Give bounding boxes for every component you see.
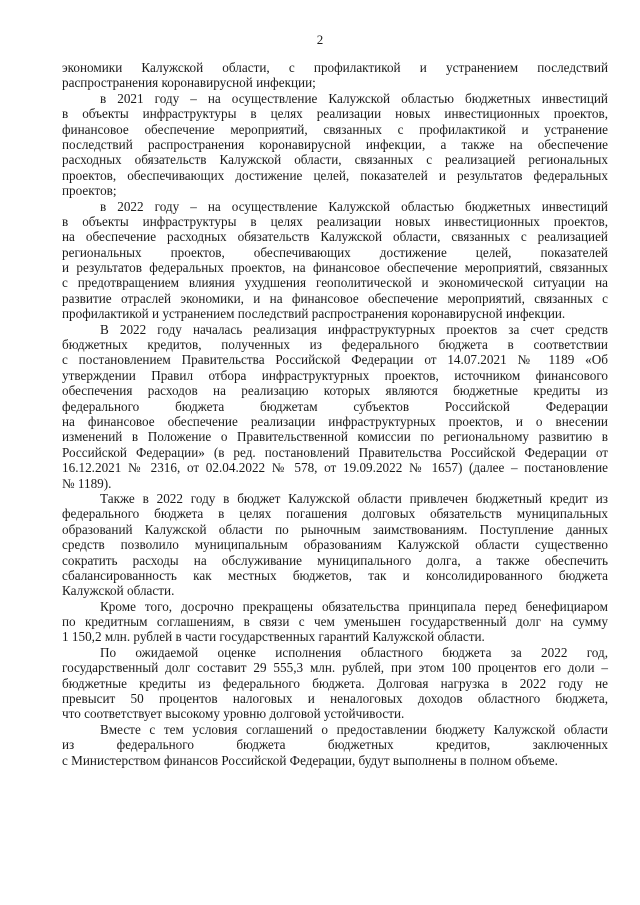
text-line: с постановлением Правительства Российской Федерации от 14.07.2021 № 1189 «Об [62,352,608,368]
text-line: финансовое обеспечение мероприятий, связанных с профилактикой и устранение [62,121,608,137]
text-line: в объекты инфраструктуры в целях реализации новых инвестиционных проектов, [62,106,608,122]
paragraph [62,322,608,491]
text-line: средств позволило муниципальным образованиям Калужской области существенно [62,537,608,553]
paragraph [62,91,608,199]
paragraph [62,722,608,768]
text-line: изменений в Положение о Правительственной комиссии по региональному развитию в [62,429,608,445]
text-line: бюджетных кредитов, полученных из федерального бюджета в соответствии [62,337,608,353]
text-line: государственный долг составит 29 555,3 млн. рублей, при этом 100 процентов его доли – [62,660,608,676]
text-line: Российской Федерации» (в ред. постановлений Правительства Российской Федерации от [62,444,608,460]
text-line: по кредитным соглашениям, в связи с чем уменьшен государственный долг на сумму [62,614,608,630]
text-line: Вместе с тем условия соглашений о предоставлении бюджету Калужской области [100,721,608,737]
text-line: на финансовое обеспечение реализации инфраструктурных проектов, и о внесении [62,413,608,429]
text-line: в объекты инфраструктуры в целях реализации новых инвестиционных проектов, [62,213,608,229]
paragraph [62,599,608,645]
text-line: превысит 50 процентов налоговых и неналоговых доходов областного бюджета, [62,691,608,707]
text-line: в 2022 году – на осуществление Калужской областью бюджетных инвестиций [100,198,608,214]
document-body [62,60,608,768]
text-line: на обеспечение расходных обязательств Калужской области, связанных с реализацией [62,229,608,245]
text-line: развитие отраслей экономики, и на финансовое обеспечение мероприятий, связанных с [62,290,608,306]
text-line: региональных проектов, обеспечивающих достижение целей, показателей [62,244,608,260]
text-line: Кроме того, досрочно прекращены обязательства принципала перед бенефициаром [100,598,608,614]
text-line: федерального бюджета бюджетам субъектов Российской Федерации [62,398,608,414]
page-number: 2 [316,32,324,47]
text-line: образований Калужской области по рыночным заимствованиям. Поступление данных [62,521,608,537]
text-line: экономики Калужской области, с профилактикой и устранением последствий [62,60,608,75]
text-line: Также в 2022 году в бюджет Калужской области привлечен бюджетный кредит из [100,490,608,506]
text-line: обеспечения расходов на реализацию которых являются бюджетные кредиты из [62,383,608,399]
text-line: профилактикой и устранением последствий распространения коронавирусной инфекции. [62,306,566,322]
text-line: проектов; [62,183,117,199]
text-line: сократить расходы на обслуживание муниципального долга, а также обеспечить [62,552,608,568]
text-line: бюджетные кредиты из федерального бюджета. Долговая нагрузка в 2022 году не [62,675,608,691]
text-line: № 1189). [62,475,112,491]
text-line: сбалансированность как местных бюджетов, так и консолидированного бюджета [62,567,608,583]
paragraph [62,199,608,322]
text-line: По ожидаемой оценке исполнения областного бюджета за 2022 год, [100,644,608,660]
text-line: из федерального бюджета бюджетных кредитов, заключенных [62,737,608,753]
text-line: 1 150,2 млн. рублей в части государственных гарантий Калужской области. [62,629,485,645]
text-line: Калужской области. [62,583,175,599]
text-line: проектов, обеспечивающих достижение целей, показателей и результатов федеральных [62,167,608,183]
text-line: и результатов федеральных проектов, на финансовое обеспечение мероприятий, связанных [62,260,608,276]
text-line: расходных обязательств Калужской области, связанных с реализацией региональных [62,152,608,168]
text-line: В 2022 году началась реализация инфраструктурных проектов за счет средств [100,321,608,337]
paragraph [62,491,608,599]
paragraph [62,645,608,722]
text-line: федерального бюджета в целях погашения долговых обязательств муниципальных [62,506,608,522]
text-line: в 2021 году – на осуществление Калужской областью бюджетных инвестиций [100,90,608,106]
text-line: с Министерством финансов Российской Федерации, будут выполнены в полном объеме. [62,752,558,768]
text-line: утверждении Правил отбора инфраструктурных проектов, источником финансового [62,367,608,383]
paragraph [62,60,608,91]
text-line: последствий распространения коронавирусной инфекции, а также на обеспечение [62,136,608,152]
text-line: 16.12.2021 № 2316, от 02.04.2022 № 578, от 19.09.2022 № 1657) (далее – постановление [62,460,608,476]
text-line: с предотвращением влияния ухудшения геополитической и экономической ситуации на [62,275,608,291]
text-line: что соответствует высокому уровню долговой устойчивости. [62,706,405,722]
text-line: распространения коронавирусной инфекции; [62,75,316,91]
